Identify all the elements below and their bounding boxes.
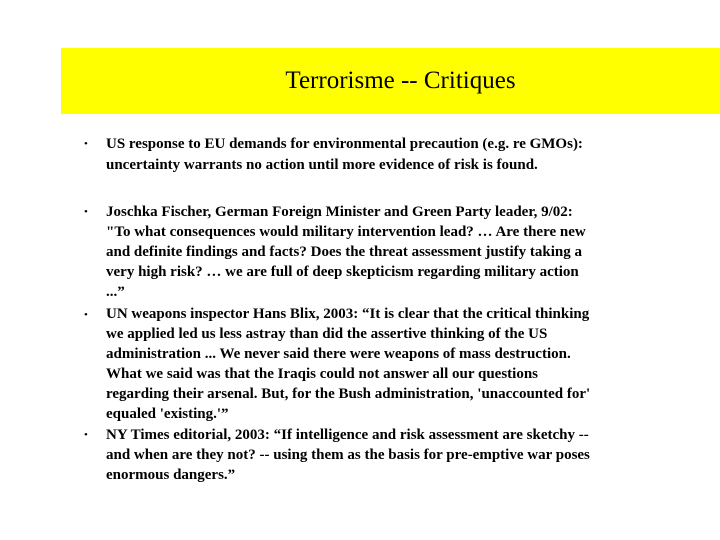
bullet-2-line-3: and definite findings and facts? Does the threat assessment justify taking a xyxy=(106,244,583,260)
bullet-2-line-4: very high risk? … we are full of deep skepticism regarding military action xyxy=(106,264,579,280)
bullet-4-line-1: NY Times editorial, 2003: “If intelligence and risk assessment are sketchy -- xyxy=(106,427,589,443)
bullet-3-line-5: regarding their arsenal. But, for the Bush administration, 'unaccounted for' xyxy=(106,386,591,402)
bullet-marker: • xyxy=(84,138,88,150)
bullet-3-line-4: What we said was that the Iraqis could not answer all our questions xyxy=(106,366,539,382)
bullet-1-line-1: US response to EU demands for environmental precaution (e.g. re GMOs): xyxy=(106,136,583,152)
bullet-2-line-1: Joschka Fischer, German Foreign Minister and Green Party leader, 9/02: xyxy=(106,204,573,220)
bullet-marker: • xyxy=(84,206,88,218)
bullet-4-line-2: and when are they not? -- using them as the basis for pre-emptive war poses xyxy=(106,447,590,463)
bullet-3-line-6: equaled 'existing.'” xyxy=(106,406,229,422)
bullet-marker: • xyxy=(84,429,88,441)
bullet-3-line-1: UN weapons inspector Hans Blix, 2003: “It is clear that the critical thinking xyxy=(106,306,590,322)
bullet-4-line-3: enormous dangers.” xyxy=(106,467,236,483)
bullet-1-line-2: uncertainty warrants no action until more evidence of risk is found. xyxy=(106,157,538,173)
slide-title: Terrorisme -- Critiques xyxy=(285,67,516,94)
bullet-marker: • xyxy=(84,309,88,321)
bullet-3-line-3: administration ... We never said there were weapons of mass destruction. xyxy=(106,346,571,362)
bullet-2-line-5: ...” xyxy=(106,284,125,300)
bullet-2-line-2: "To what consequences would military intervention lead? … Are there new xyxy=(106,224,586,240)
bullet-3-line-2: we applied led us less astray than did the assertive thinking of the US xyxy=(106,326,548,342)
